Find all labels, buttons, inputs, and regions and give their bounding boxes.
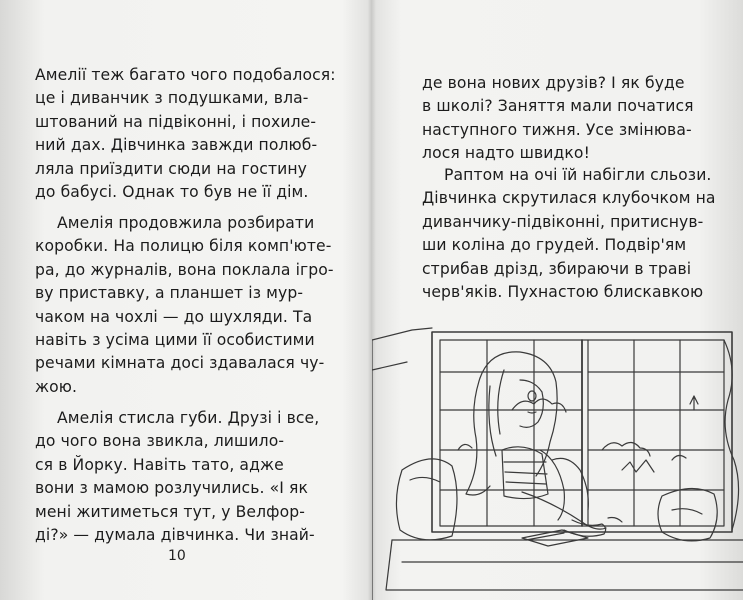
- text-line: штований на підвіконні, і похиле-: [35, 112, 317, 131]
- text-line: лося надто швидко!: [422, 144, 590, 163]
- text-line: де вона нових друзів? І як буде: [422, 74, 685, 92]
- text-line: ді?» — думала дівчинка. Чи знай-: [35, 526, 315, 545]
- text-line: ляла приїздити сюди на гостину: [35, 159, 307, 178]
- text-line: в школі? Заняття мали початися: [422, 97, 694, 116]
- window-seat: [386, 540, 743, 590]
- text-line: чаком на чохлі — до шухляди. Та: [35, 307, 313, 326]
- right-paragraph-1: [422, 72, 722, 166]
- text-line: мені житиметься тут, у Велфор-: [35, 502, 305, 521]
- text-line: до бабусі. Однак то був не її дім.: [35, 183, 309, 202]
- text-line: Амелії теж багато чого подобалося:: [35, 66, 336, 84]
- text-line: ву приставку, а планшет із мур-: [35, 284, 304, 303]
- text-line: коробки. На полицю біля комп'юте-: [35, 237, 332, 256]
- text-line: ши коліна до грудей. Подвір'ям: [422, 236, 687, 255]
- window-frame: [432, 332, 732, 532]
- text-line: черв'яків. Пухнастою блискавкою: [422, 283, 704, 302]
- text-line: Амелія стисла губи. Друзі і все,: [57, 409, 320, 427]
- text-line: жою.: [35, 377, 78, 396]
- text-line: ний дах. Дівчинка завжди полюб-: [35, 136, 318, 155]
- right-page: [372, 0, 743, 600]
- text-line: речами кімната досі здавалася чу-: [35, 354, 325, 373]
- left-page: [0, 0, 368, 600]
- text-line: стрибав дрізд, збираючи в траві: [422, 259, 692, 278]
- text-line: наступного тижня. Усе змінюва-: [422, 120, 692, 139]
- room-lines: [372, 328, 432, 600]
- text-line: диванчику-підвіконні, притиснув-: [422, 212, 704, 231]
- cushions: [396, 459, 717, 541]
- text-line: Дівчинка скрутилася клубочком на: [422, 189, 716, 208]
- right-paragraph-2: [422, 164, 722, 304]
- girl-on-window-seat-illustration: [372, 300, 743, 600]
- text-line: ра, до журналів, вона поклала ігро-: [35, 260, 334, 279]
- outside-scenery: [458, 396, 698, 472]
- girl-figure: [466, 352, 622, 536]
- text-line: вони з мамою розлучились. «І як: [35, 479, 309, 498]
- page-number: 10: [168, 548, 186, 564]
- left-paragraph-1: [35, 64, 336, 204]
- left-paragraph-2: [35, 212, 334, 399]
- text-line: навіть з усіма цими її особистими: [35, 331, 315, 350]
- text-line: це і диванчик з подушками, вла-: [35, 89, 309, 108]
- text-line: до чого вона звикла, лишило-: [35, 432, 285, 451]
- text-line: Раптом на очі їй набігли сльози.: [444, 166, 712, 184]
- text-line: ся в Йорку. Навіть тато, адже: [35, 455, 284, 474]
- left-paragraph-3: [35, 407, 320, 547]
- text-line: Амелія продовжила розбирати: [57, 214, 315, 232]
